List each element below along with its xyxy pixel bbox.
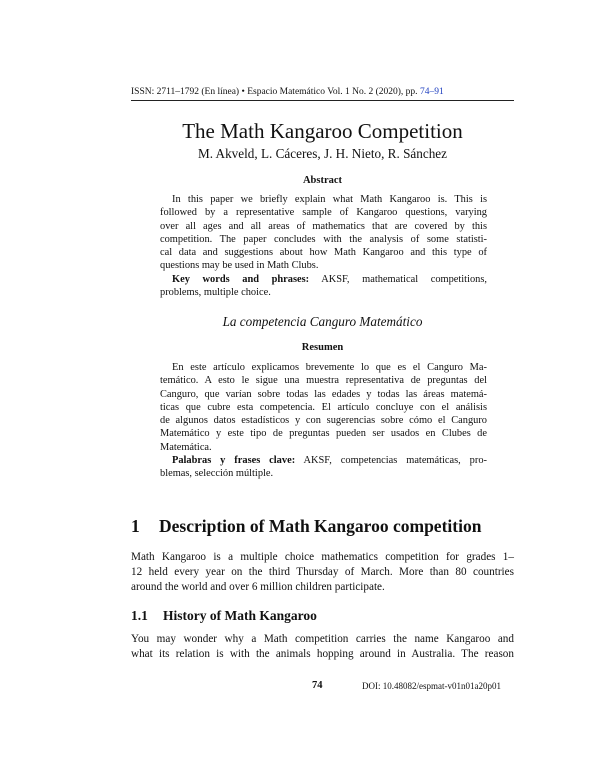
abstract-line: over all ages and all areas of mathematics that are covered by this [160, 220, 487, 232]
section-title: Description of Math Kangaroo competition [159, 516, 482, 536]
journal-header [131, 86, 514, 98]
header-bullet: • [241, 87, 245, 97]
subsection-number: 1.1 [131, 608, 148, 623]
paper-title: The Math Kangaroo Competition [182, 119, 463, 143]
resumen-line: ticas que cubre esta competencia. El artículo concluye con el análisis [160, 401, 487, 413]
palabras-label: Palabras y frases clave: [172, 455, 296, 467]
abstract-heading: Abstract [302, 175, 343, 186]
subsection-1-1-body [131, 632, 514, 662]
body-line: You may wonder why a Math competition carries the name Kangaroo and [131, 633, 514, 645]
subsection-title: History of Math Kangaroo [163, 608, 317, 623]
resumen-line: Matemática. [160, 441, 212, 453]
resumen-keywords [160, 454, 487, 467]
doi-text: DOI: 10.48082/espmat-v01n01a20p01 [362, 681, 501, 691]
keywords-text: AKSF, mathematical competitions, [321, 273, 487, 285]
body-line: Math Kangaroo is a multiple choice mathematics competition for grades 1– [131, 551, 514, 563]
page-range-link[interactable]: 74–91 [419, 87, 444, 97]
section-number: 1 [131, 516, 140, 536]
abstract-line: cal data and suggestions about how Math Kangaroo and this type of [160, 247, 487, 259]
resumen-line: Canguro, que varían sobre todas las edades y todas las áreas matemá- [160, 388, 487, 400]
abstract-body [160, 193, 487, 299]
resumen-heading: Resumen [301, 342, 344, 353]
abstract-line: followed by a representative sample of Kangaroo questions, varying [160, 207, 487, 219]
page-number: 74 [312, 680, 323, 691]
resumen-line: de algunos datos estadísticos y con sugerencias sobre cómo el Canguro [160, 415, 487, 427]
abstract-keywords-cont: problems, multiple choice. [160, 287, 271, 299]
resumen-line: En este artículo explicamos brevemente lo que es el Canguro Ma- [172, 362, 487, 373]
abstract-line: questions may be used in Math Clubs. [160, 260, 319, 272]
body-line: around the world and over 6 million children participate. [131, 581, 385, 594]
abstract-line: In this paper we briefly explain what Math Kangaroo is. This is [172, 194, 487, 205]
journal-info: Espacio Matemático Vol. 1 No. 2 (2020), pp. [247, 87, 418, 97]
abstract-keywords [160, 273, 487, 286]
subsection-1-1-heading [131, 608, 514, 624]
paper-authors: M. Akveld, L. Cáceres, J. H. Nieto, R. Sánchez [197, 146, 448, 161]
body-line: 12 held every year on the third Thursday of March. More than 80 countries [131, 566, 514, 579]
resumen-line: temático. A esto le sigue una muestra representativa de preguntas del [160, 375, 487, 387]
issn-text: ISSN: 2711–1792 (En línea) [131, 87, 240, 97]
palabras-text: AKSF, competencias matemáticas, pro- [303, 455, 487, 467]
header-rule [131, 100, 514, 101]
resumen-body [160, 361, 487, 481]
spanish-title: La competencia Canguro Matemático [222, 314, 423, 329]
abstract-line: competition. The paper concludes with the analysis of some statisti- [160, 233, 487, 245]
section-1-heading [131, 516, 514, 537]
resumen-line: Matemático y este tipo de preguntas pueden ser usados en Clubes de [160, 428, 487, 440]
resumen-keywords-cont: blemas, selección múltiple. [160, 468, 274, 480]
body-line: what its relation is with the animals hopping around in Australia. The reason [131, 648, 514, 661]
section-1-body [131, 550, 514, 596]
keywords-label: Key words and phrases: [172, 273, 310, 285]
